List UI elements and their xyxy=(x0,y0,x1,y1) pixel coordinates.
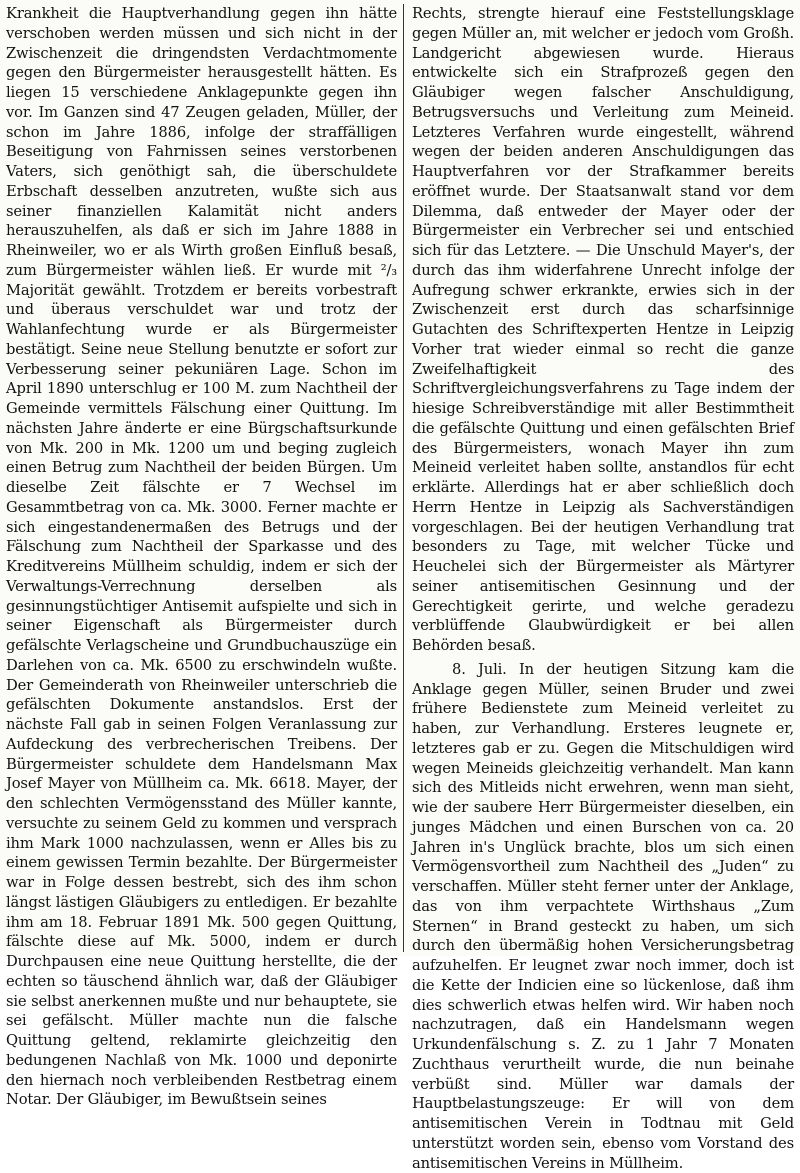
right-paragraph-1: Rechts, strengte hierauf eine Feststellungsklage gegen Müller an, mit welcher er jedoch vom Großh. Landgericht abgewiesen wurde. Hieraus entwickelte sich ein Strafprozeß gegen den Gläubiger wegen falscher Anschuldigung, Betrugsversuchs und Verleitung zum Meineid. Letzteres Verfahren wurde eingestellt, während wegen der beiden anderen Anschuldigungen das Hauptverfahren vor der Strafkammer bereits eröffnet wurde. Der Staatsanwalt stand vor dem Dilemma, daß entweder der Mayer oder der Bürgermeister ein Verbrecher sei und entschied sich für das Letztere. — Die Unschuld Mayer's, der durch das ihm widerfahrene Unrecht infolge der Aufregung schwer erkrankte, erwies sich in der Zwischenzeit erst durch das scharfsinnige Gutachten des Schriftexperten Hentze in Leipzig Vorher trat wieder einmal so recht die ganze Zweifelhaftigkeit des Schriftvergleichungsverfahrens zu Tage indem der hiesige Schreibverständige mit aller Bestimmtheit die gefälschte Quittung und einen gefälschten Brief des Bürgermeisters, wonach Mayer ihn zum Meineid verleitet haben sollte, anstandlos für echt erklärte. Allerdings hat er aber schließlich doch Herrn Hentze in Leipzig als Sachverständigen vorgeschlagen. Bei der heutigen Verhandlung trat besonders zu Tage, mit welcher Tücke und Heuchelei sich der Bürgermeister als Märtyrer seiner antisemitischen Gesinnung und der Gerechtigkeit gerirte, und welche geradezu verblüffende Glaubwürdigkeit er bei allen Behörden besaß. xyxy=(412,5,794,654)
right-paragraph-2: 8. Juli. In der heutigen Sitzung kam die Anklage gegen Müller, seinen Bruder und zwei frühere Bedienstete zum Meineid verleitet zu haben, zur Verhandlung. Ersteres leugnete er, letzteres gab er zu. Gegen die Mitschuldigen wird wegen Meineids gleichzeitig verhandelt. Man kann sich des Mitleids nicht erwehren, wenn man sieht, wie der saubere Herr Bürgermeister dieselben, ein junges Mädchen und einen Burschen von ca. 20 Jahren in's Unglück brachte, blos um sich einen Vermögensvortheil zum Nachtheil des „Juden“ zu verschaffen. Müller steht ferner unter der Anklage, das von ihm verpachtete Wirthshaus „Zum Sternen“ in Brand gesteckt zu haben, um sich durch den übermäßig hohen Versicherungsbetrag aufzuhelfen. Er leugnet zwar noch immer, doch ist die Kette der Indicien eine so lückenlose, daß ihm dies schwerlich etwas helfen wird. Wir haben noch nachzutragen, daß ein Handelsmann wegen Urkundenfälschung s. Z. zu 1 Jahr 7 Monaten Zuchthaus verurtheilt wurde, die nun beinahe verbüßt sind. Müller war damals der Hauptbelastungszeuge: Er will von dem antisemitischen Verein in Todtnau mit Geld unterstützt worden sein, ebenso vom Vorstand des antisemitischen Vereins in Müllheim. xyxy=(412,660,794,1172)
column-divider xyxy=(403,4,404,952)
left-column xyxy=(6,4,397,1109)
left-paragraph-1: Krankheit die Hauptverhandlung gegen ihn hätte verschoben werden müssen und sich nicht in der Zwischenzeit die dringendsten Verdachtmomente gegen den Bürgermeister herausgestellt hätten. Es liegen 15 verschiedene Anklagepunkte gegen ihn vor. Im Ganzen sind 47 Zeugen geladen, Müller, der schon im Jahre 1886, infolge der straffälligen Beseitigung von Fahrnissen seines verstorbenen Vaters, sich genöthigt sah, die überschuldete Erbschaft desselben anzutreten, wußte sich aus seiner finanziellen Kalamität nicht anders herauszuhelfen, als daß er sich im Jahre 1888 in Rheinweiler, wo er als Wirth großen Einfluß besaß, zum Bürgermeister wählen ließ. Er wurde mit ²/₃ Majorität gewählt. Trotzdem er bereits vorbestraft und überaus verschuldet war und trotz der Wahlanfechtung wurde er als Bürgermeister bestätigt. Seine neue Stellung benutzte er sofort zur Verbesserung seiner pekuniären Lage. Schon im April 1890 unterschlug er 100 M. zum Nachtheil der Gemeinde vermittels Fälschung einer Quittung. Im nächsten Jahre änderte er eine Bürgschaftsurkunde von Mk. 200 in Mk. 1200 um und beging zugleich einen Betrug zum Nachtheil der beiden Bürgen. Um dieselbe Zeit fälschte er 7 Wechsel im Gesammtbetrag von ca. Mk. 3000. Ferner machte er sich eingestandenermaßen des Betrugs und der Fälschung zum Nachtheil der Sparkasse und des Kreditvereins Müllheim schuldig, indem er sich der Verwaltungs-Verrechnung derselben als gesinnungstüchtiger Antisemit aufspielte und sich in seiner Eigenschaft als Bürgermeister durch gefälschte Verlagscheine und Grundbuchauszüge ein Darlehen von ca. Mk. 6500 zu erschwindeln wußte. Der Gemeinderath von Rheinweiler unterschrieb die gefälschten Dokumente anstandslos. Erst der nächste Fall gab in seinen Folgen Veranlassung zur Aufdeckung des verbrecherischen Treibens. Der Bürgermeister schuldete dem Handelsmann Max Josef Mayer von Müllheim ca. Mk. 6618. Mayer, der den schlechten Vermögensstand des Müller kannte, versuchte zu seinem Geld zu kommen und versprach ihm Mark 1000 nachzulassen, wenn er Alles bis zu einem gewissen Termin bezahlte. Der Bürgermeister war in Folge dessen bestrebt, sich des ihm schon längst lästigen Gläubigers zu entledigen. Er bezahlte ihm am 18. Februar 1891 Mk. 500 gegen Quittung, fälschte diese auf Mk. 5000, indem er durch Durchpausen eine neue Quittung herstellte, die der echten so täuschend ähnlich war, daß der Gläubiger sie selbst anerkennen mußte und nur behauptete, sie sei gefälscht. Müller machte nun die falsche Quittung geltend, reklamirte gleichzeitig den bedungenen Nachlaß von Mk. 1000 und deponirte den hiernach noch verbleibenden Restbetrag einem Notar. Der Gläubiger, im Bewußtsein seines xyxy=(6,5,397,1109)
right-column xyxy=(412,4,794,1172)
